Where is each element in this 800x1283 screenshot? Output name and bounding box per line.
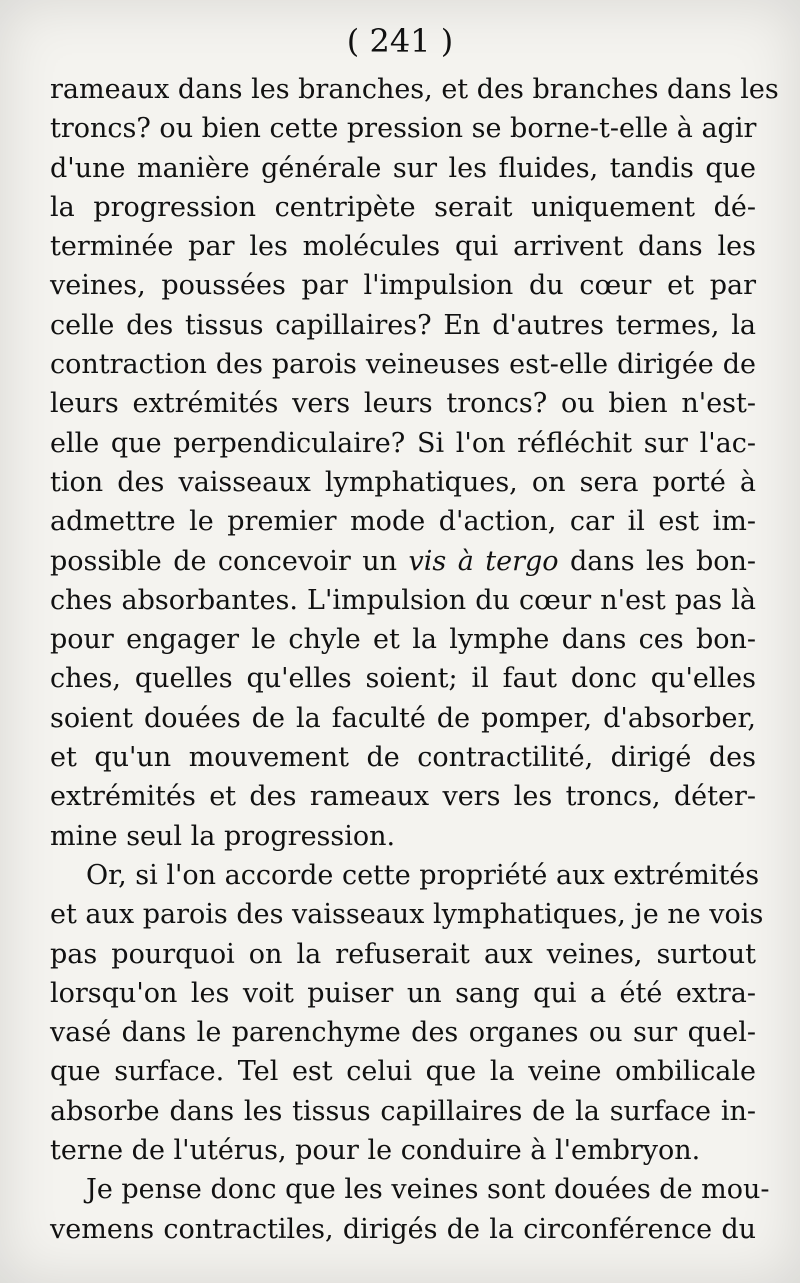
text-line: et qu'un mouvement de contractilité, dirigé des: [50, 742, 756, 774]
text-line: rameaux dans les branches, et des branches dans les: [50, 74, 779, 105]
text-line: soient douées de la faculté de pomper, d'absorber,: [50, 702, 756, 734]
text-line: extrémités et des rameaux vers les troncs, déter-: [50, 781, 756, 813]
text-line: elle que perpendiculaire? Si l'on réfléchit sur l'ac-: [50, 427, 756, 459]
text-line: troncs? ou bien cette pression se borne-t-elle à agir: [50, 113, 757, 145]
text-line: ches absorbantes. L'impulsion du cœur n'est pas là: [50, 584, 756, 616]
text-line: mine seul la progression.: [50, 820, 396, 852]
text-line: terminée par les molécules qui arrivent dans les: [50, 231, 756, 263]
text-segment: possible de concevoir un: [50, 545, 398, 577]
text-line: lorsqu'on les voit puiser un sang qui a été extra-: [50, 977, 756, 1009]
text-line: Or, si l'on accorde cette propriété aux extrémités: [86, 859, 760, 891]
text-line: veines, poussées par l'impulsion du cœur et par: [50, 270, 756, 302]
text-line: vasé dans le parenchyme des organes ou sur quel-: [50, 1017, 756, 1049]
text-line: et aux parois des vaisseaux lymphatiques, je ne vois: [50, 899, 764, 931]
text-line: celle des tissus capillaires? En d'autres termes, la: [50, 309, 756, 341]
text-line: contraction des parois veineuses est-elle dirigée de: [50, 349, 756, 381]
text-line: pour engager le chyle et la lymphe dans ces bon-: [50, 624, 756, 656]
page-number: ( 241 ): [346, 22, 454, 60]
text-segment: dans les bon-: [569, 545, 756, 577]
text-line-with-italic: [50, 542, 756, 581]
text-line: leurs extrémités vers leurs troncs? ou bien n'est-: [50, 388, 756, 420]
text-line: ches, quelles qu'elles soient; il faut donc qu'elles: [50, 663, 756, 695]
text-line: terne de l'utérus, pour le conduire à l'embryon.: [50, 1135, 701, 1167]
text-line: la progression centripète serait uniquement dé-: [50, 191, 756, 223]
text-line: d'une manière générale sur les fluides, tandis que: [50, 152, 756, 184]
text-line: tion des vaisseaux lymphatiques, on sera porté à: [50, 466, 756, 498]
text-line: admettre le premier mode d'action, car il est im-: [50, 506, 756, 538]
text-line: pas pourquoi on la refuserait aux veines, surtout: [50, 938, 756, 970]
text-line: absorbe dans les tissus capillaires de la surface in-: [50, 1095, 756, 1127]
italic-phrase: vis à tergo: [408, 545, 559, 577]
text-line: Je pense donc que les veines sont douées de mou-: [86, 1174, 770, 1206]
text-line: vemens contractiles, dirigés de la circonférence du: [50, 1213, 756, 1245]
body-text: [50, 70, 779, 1249]
text-line: que surface. Tel est celui que la veine ombilicale: [50, 1056, 756, 1088]
